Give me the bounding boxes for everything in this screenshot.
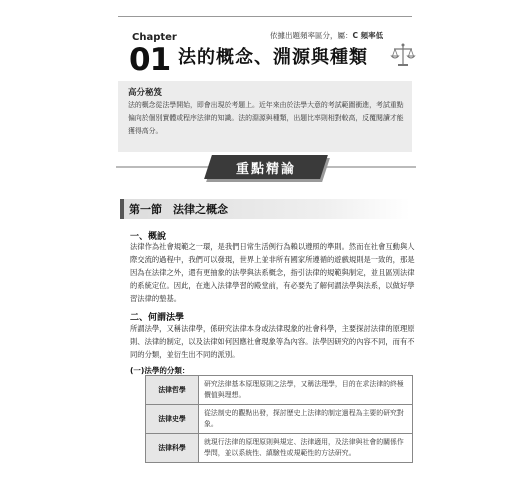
section-accent bbox=[120, 199, 124, 219]
summary-title: 高分秘笈 bbox=[128, 88, 163, 98]
classification-subheading: (一)法學的分類： bbox=[130, 366, 190, 375]
table-cell-name: 法律科學 bbox=[146, 434, 199, 463]
chapter-number: 01 bbox=[129, 42, 171, 78]
table-row bbox=[146, 376, 413, 405]
section-title: 第一節 法律之概念 bbox=[129, 203, 228, 216]
key-points-label: 重點精論 bbox=[235, 162, 296, 177]
summary-text: 法的概念從法學開始，即會出現於考題上。近年來由於法學大意的考試範圍衝進，考試重點偏向於個別實體或程序法律的知識。法的淵源與種類，出題比率則相對較高，反覆閱讀才能獲得高分。 bbox=[128, 101, 404, 135]
table-cell-description: 從法制史的觀點出發，探討歷史上法律的制定過程為主要的研究對象。 bbox=[199, 405, 413, 434]
frequency-note bbox=[270, 30, 383, 41]
jurisprudence-paragraph: 所謂法學，又稱法律學，係研究法律本身或法律現象的社會科學，主要探討法律的原理原則、法律的制定，以及法律如何因應社會現象等為內容。法學因研究的內容不同，而有不同的分類，並衍生出不同的派別。 bbox=[130, 324, 415, 359]
chapter-label: Chapter bbox=[132, 32, 177, 43]
chapter-title: 法的概念、淵源與種類 bbox=[178, 47, 368, 68]
table-cell-name: 法律史學 bbox=[146, 405, 199, 434]
table-row bbox=[146, 405, 413, 434]
jurisprudence-heading: 二、何謂法學 bbox=[130, 313, 185, 323]
table-row bbox=[146, 434, 413, 463]
table-cell-description: 就現行法律的原理原則與規定、法律適用，及法律與社會的關係作學問，並以系統性、縝驗性或規範性的方法研究。 bbox=[199, 434, 413, 463]
scales-of-justice-icon bbox=[390, 42, 416, 68]
classification-table bbox=[145, 375, 413, 463]
frequency-note-prefix: 依據出題頻率區分，屬： bbox=[270, 31, 353, 40]
overview-paragraph: 法律作為社會規範之一環，是我們日常生活例行為賴以遵照的準則。然而在社會互動與人際交流的過程中，我們可以發現，世界上並非所有國家所遵循的遊戲規則是一致的，那是因為在法律之外，還有更抽象的法學與法系概念，指引法律的規範與制定，並且區別法律的系統定位。因此，在進入法律學習的殿堂前，有必要先了解何謂法學與法系，以做好學習法律的墊基。 bbox=[130, 242, 415, 303]
frequency-level: C 頻率低 bbox=[352, 31, 384, 40]
overview-heading: 一、概說 bbox=[130, 232, 167, 242]
table-cell-name: 法律哲學 bbox=[146, 376, 199, 405]
table-cell-description: 研究法律基本原理原則之法學，又稱法理學，目的在求法律的終極價值與理想。 bbox=[199, 376, 413, 405]
